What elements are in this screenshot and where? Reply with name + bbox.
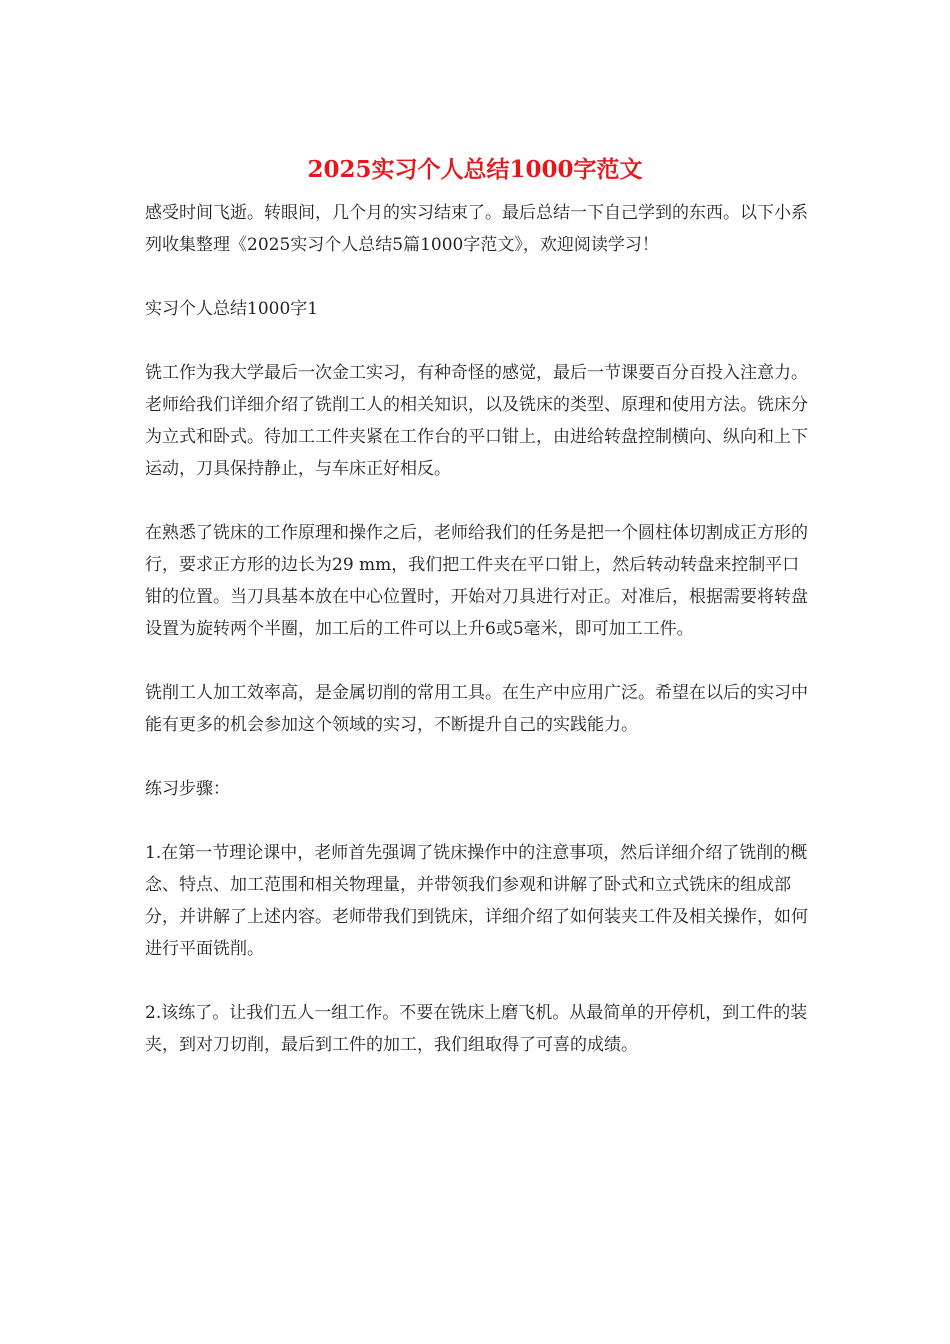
body-paragraph: 铣工作为我大学最后一次金工实习，有种奇怪的感觉，最后一节课要百分百投入注意力。老师给我们详细介绍了铣削工人的相关知识，以及铣床的类型、原理和使用方法。铣床分为立式和卧式。待加工工件夹紧在工作台的平口钳上，由进给转盘控制横向、纵向和上下运动，刀具保持静止，与车床正好相反。 <box>145 363 808 479</box>
section-heading: 实习个人总结1000字1 <box>145 299 319 319</box>
intro-paragraph: 感受时间飞逝。转眼间，几个月的实习结束了。最后总结一下自己学到的东西。以下小系列收集整理《2025实习个人总结5篇1000字范文》，欢迎阅读学习！ <box>145 203 808 255</box>
body-paragraph: 铣削工人加工效率高，是金属切削的常用工具。在生产中应用广泛。希望在以后的实习中能有更多的机会参加这个领域的实习，不断提升自己的实践能力。 <box>145 683 808 735</box>
document-body <box>145 197 815 1093</box>
step-paragraph: 1.在第一节理论课中，老师首先强调了铣床操作中的注意事项，然后详细介绍了铣削的概念、特点、加工范围和相关物理量，并带领我们参观和讲解了卧式和立式铣床的组成部分，并讲解了上述内容。老师带我们到铣床，详细介绍了如何装夹工件及相关操作，如何进行平面铣削。 <box>145 843 808 959</box>
step-paragraph: 2.该练了。让我们五人一组工作。不要在铣床上磨飞机。从最简单的开停机，到工件的装夹，到对刀切削，最后到工件的加工，我们组取得了可喜的成绩。 <box>145 1003 808 1055</box>
steps-heading: 练习步骤： <box>145 779 230 799</box>
document-title: 2025实习个人总结1000字范文 <box>307 156 643 183</box>
body-paragraph: 在熟悉了铣床的工作原理和操作之后，老师给我们的任务是把一个圆柱体切割成正方形的行，要求正方形的边长为29 mm，我们把工件夹在平口钳上，然后转动转盘来控制平口钳的位置。当刀具基本放在中心位置时，开始对刀具进行对正。对准后，根据需要将转盘设置为旋转两个半圈，加工后的工件可以上升6或5毫米，即可加工工件。 <box>145 523 808 639</box>
